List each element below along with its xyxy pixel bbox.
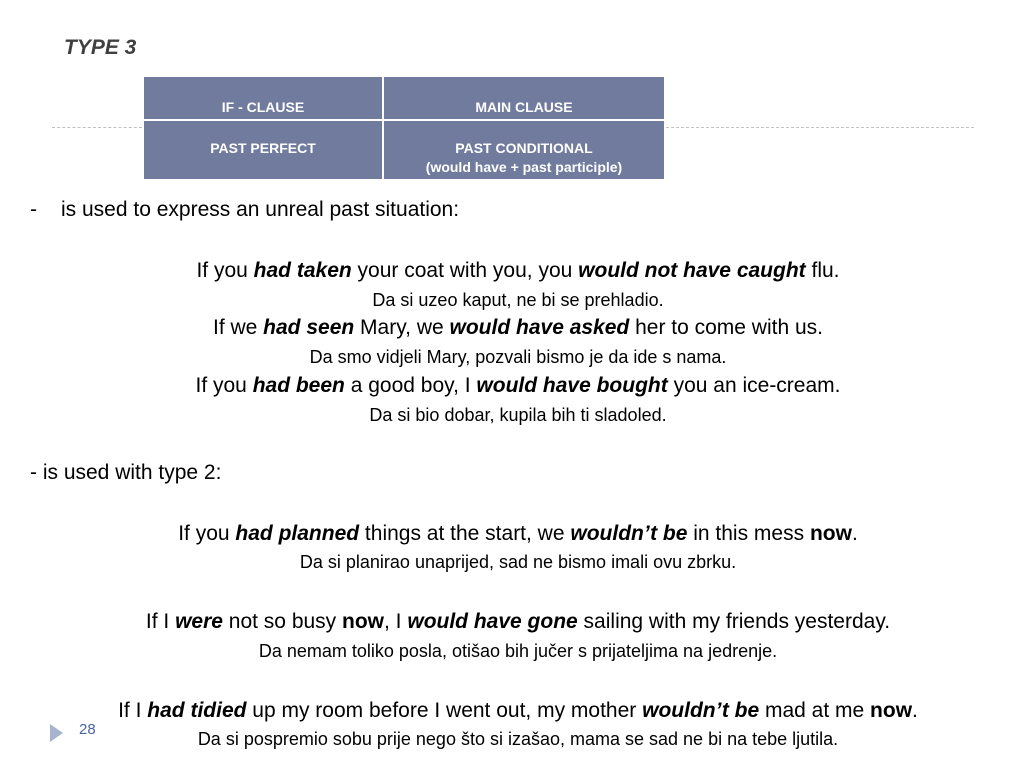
- slide-title: TYPE 3: [64, 36, 137, 59]
- time-word: now: [342, 610, 385, 633]
- bullet-type-2: - is used with type 2:: [30, 461, 222, 484]
- example-4: If you had planned things at the start, we wouldn’t be in this mess now.: [178, 522, 858, 545]
- main-verb: wouldn’t be: [642, 699, 760, 722]
- bullet-unreal-past: [30, 198, 459, 222]
- if-verb: had seen: [263, 316, 355, 339]
- if-verb: had taken: [253, 259, 352, 282]
- translation-5: Da nemam toliko posla, otišao bih jučer s prijateljima na jedrenje.: [258, 641, 778, 661]
- if-verb: had tidied: [147, 699, 247, 722]
- example-5: If I were not so busy now, I would have gone sailing with my friends yesterday.: [145, 610, 891, 633]
- page-number: 28: [79, 721, 96, 738]
- if-verb: had planned: [235, 522, 360, 545]
- main-verb: would have bought: [476, 374, 668, 397]
- translation-4: Da si planirao unaprijed, sad ne bismo imali ovu zbrku.: [299, 552, 737, 572]
- example-3: If you had been a good boy, I would have bought you an ice-cream.: [195, 374, 841, 397]
- time-word: now: [870, 699, 913, 722]
- example-1: If you had taken your coat with you, you would not have caught flu.: [196, 259, 840, 282]
- slide-arrow-icon: [50, 724, 63, 742]
- translation-3: Da si bio dobar, kupila bih ti sladoled.: [369, 405, 667, 425]
- example-2: If we had seen Mary, we would have asked her to come with us.: [212, 316, 823, 339]
- divider-right: [666, 127, 974, 128]
- main-verb: would have gone: [407, 610, 578, 633]
- example-6: If I had tidied up my room before I went out, my mother wouldn’t be mad at me now.: [118, 699, 918, 722]
- bullet-dash: -: [30, 198, 37, 221]
- translation-1: Da si uzeo kaput, ne bi se prehladio.: [372, 290, 664, 310]
- if-verb: had been: [252, 374, 345, 397]
- main-verb: wouldn’t be: [570, 522, 688, 545]
- if-verb: were: [175, 610, 223, 633]
- translation-6: Da si pospremio sobu prije nego što si izašao, mama se sad ne bi na tebe ljutila.: [197, 729, 839, 749]
- translation-2: Da smo vidjeli Mary, pozvali bismo je da ide s nama.: [309, 347, 727, 367]
- main-clause-value-line2: (would have + past participle): [425, 159, 623, 175]
- bullet-text: is used to express an unreal past situation:: [61, 198, 460, 221]
- time-word: now: [809, 522, 852, 545]
- main-clause-value: [384, 121, 664, 179]
- main-verb: would not have caught: [578, 259, 806, 282]
- main-clause-value-line1: PAST CONDITIONAL: [455, 140, 593, 156]
- if-clause-header: IF - CLAUSE: [144, 77, 382, 121]
- conditional-table: [142, 77, 666, 179]
- if-clause-value: PAST PERFECT: [144, 121, 382, 179]
- main-clause-header: MAIN CLAUSE: [384, 77, 664, 121]
- divider-left: [52, 127, 142, 128]
- main-verb: would have asked: [449, 316, 630, 339]
